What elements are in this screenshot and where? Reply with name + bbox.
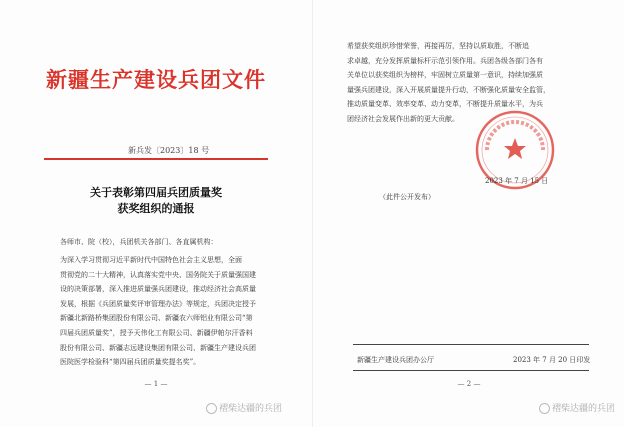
watermark-text: 褶柴达疆的兵团 <box>552 404 616 414</box>
footer-issuer: 新疆生产建设兵团办公厅 <box>357 356 434 364</box>
document-header-title: 新疆生产建设兵团文件 <box>46 67 266 92</box>
heading-line-1: 关于表彰第四届兵团质量奖 <box>90 186 222 199</box>
text-line: 发展，根据《兵团质量奖评审管理办法》等规定，兵团决定授予 <box>60 299 256 308</box>
wechat-icon <box>206 403 217 414</box>
watermark <box>206 401 282 414</box>
watermark-text: 褶柴达疆的兵团 <box>219 404 283 414</box>
footer-rule-bottom <box>353 370 589 371</box>
body-text-page-1 <box>60 253 274 370</box>
text-line: 量强兵团建设，深入开展质量提升行动，不断强化质量安全监管， <box>347 85 550 94</box>
text-line: 求卓越，充分发挥质量标杆示范引领作用。兵团各级各部门各有 <box>347 56 543 65</box>
text-line: 医院医学检验科“第四届兵团质量奖提名奖”。 <box>60 358 201 367</box>
text-line: 四届兵团质量奖”，授予天伟化工有限公司、新疆伊帕尔汗香料 <box>60 328 253 337</box>
heading-line-2: 获奖组织的通报 <box>117 202 195 215</box>
salutation: 各师市、院（校），兵团机关各部门、各直属机构： <box>60 238 218 246</box>
text-line: 希望获奖组织珍惜荣誉，再接再厉，坚持以质取胜，不断追 <box>347 42 529 50</box>
wechat-icon <box>539 403 550 414</box>
text-line: 股份有限公司、新疆志远建设集团有限公司、新疆生产建设兵团 <box>60 343 256 352</box>
text-line: 推动质量变革、效率变革、动力变革，不断提升质量水平，为兵 <box>347 100 543 109</box>
text-line: 设的决策部署，深入推进质量强兵团建设，推动经济社会高质量 <box>60 285 256 294</box>
public-release-note: （此件公开发布） <box>379 193 435 201</box>
footer-print-date: 2023 年 7 月 20 日印发 <box>513 356 591 364</box>
text-line: 新疆北新路桥集团股份有限公司、新疆农六师铝业有限公司“第 <box>60 314 253 323</box>
text-line: 贯彻党的二十大精神，认真落实党中央、国务院关于质量强国建 <box>60 270 256 279</box>
document-number: 新兵发〔2023〕18 号 <box>128 146 210 155</box>
footer-rule-top <box>353 344 589 345</box>
issue-date: 2023 年 7 月 15 日 <box>485 177 549 185</box>
text-line: 团经济社会发展作出新的更大贡献。 <box>347 114 459 123</box>
text-line: 关单位以获奖组织为榜样，牢固树立质量第一意识，持续加强质 <box>347 71 543 80</box>
page-number: — 2 — <box>457 380 481 388</box>
watermark <box>539 401 615 414</box>
page-number: — 1 — <box>144 380 168 388</box>
text-line: 为深入学习贯彻习近平新时代中国特色社会主义思想，全面 <box>60 256 242 264</box>
red-divider <box>44 158 268 160</box>
document-page-2 <box>312 0 624 427</box>
